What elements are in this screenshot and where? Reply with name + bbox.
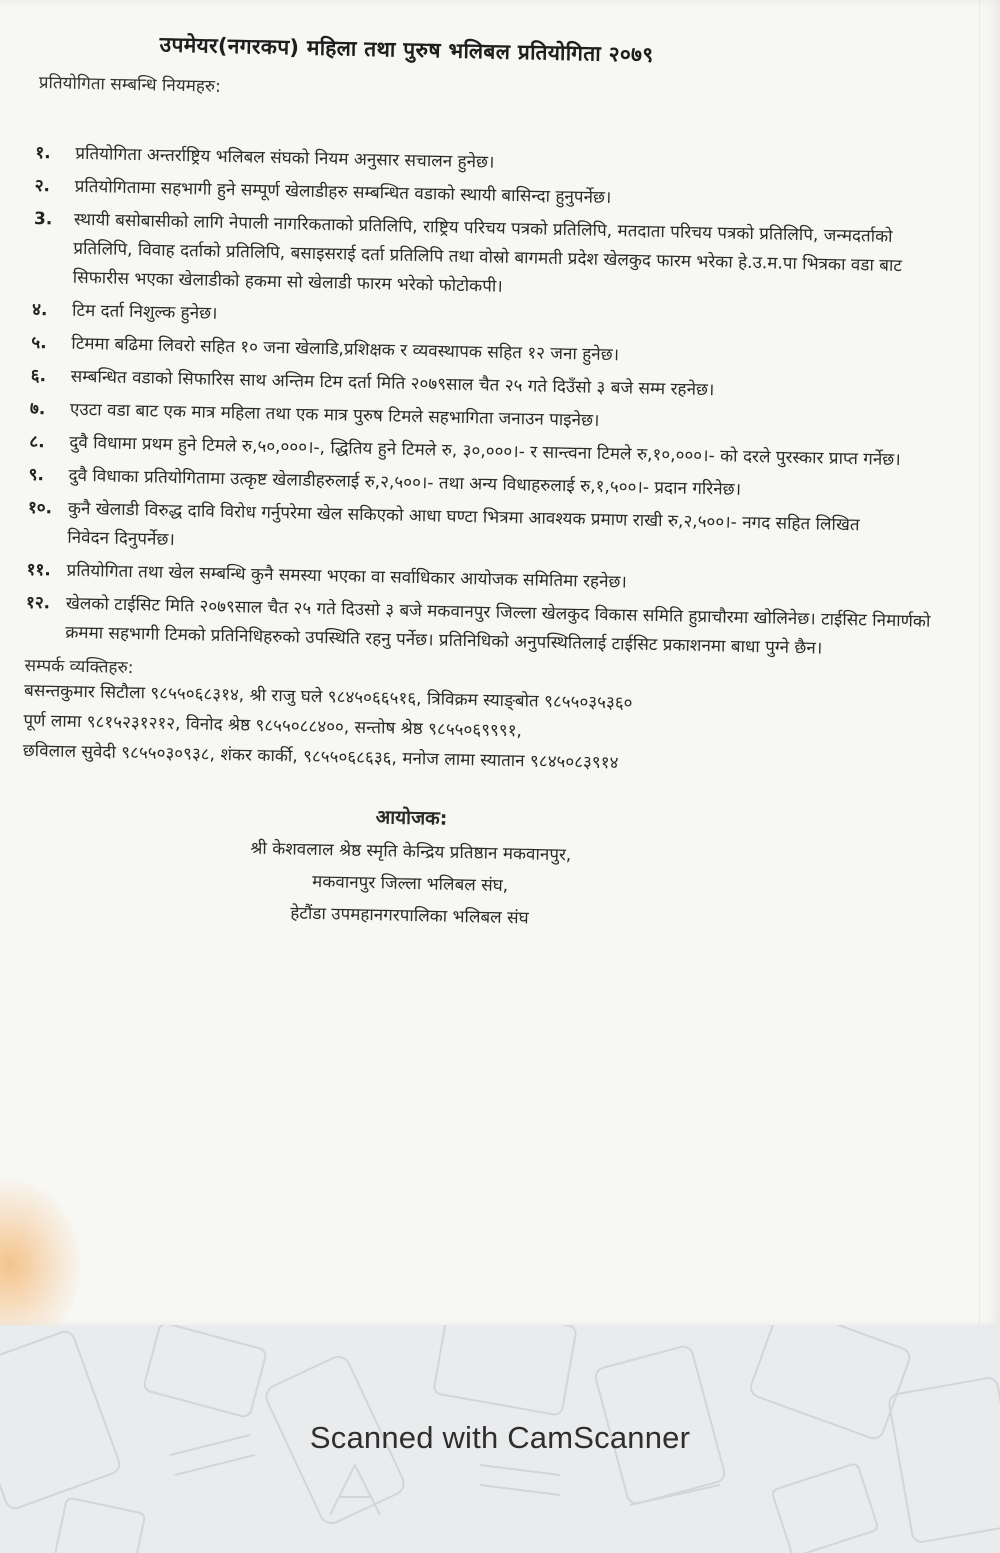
rule-text: प्रतियोगितामा सहभागी हुने सम्पूर्ण खेलाडीहरु सम्बन्धित वडाको स्थायी बासिन्दा हुनुपर्नेछ। xyxy=(74,176,612,209)
rule-text: एउटा वडा बाट एक मात्र महिला तथा एक मात्र पुरुष टिमले सहभागिता जनाउन पाइनेछ। xyxy=(69,399,600,431)
rule-number: १. xyxy=(35,142,51,164)
rule-number: ५. xyxy=(31,332,47,354)
rules-list xyxy=(25,139,940,666)
rule-text: दुवै विधाका प्रतियोगितामा उत्कृष्ट खेलाडीहरुलाई रु,२,५००।- तथा अन्य विधाहरुलाई रु,१,५००।- प्रदान गरिनेछ। xyxy=(68,465,742,500)
organizer-line: हेटौंडा उपमहानगरपालिका भलिबल संघ xyxy=(290,903,529,929)
rule-text: सम्बन्धित वडाको सिफारिस साथ अन्तिम टिम दर्ता मिति २०७९साल चैत २५ गते दिउँसो ३ बजे सम्म रहनेछ। xyxy=(70,366,715,401)
rule-text: प्रतियोगिता तथा खेल सम्बन्धि कुनै समस्या भएका वा सर्वाधिकार आयोजक समितिमा रहनेछ। xyxy=(66,560,628,593)
rule-number: २. xyxy=(34,175,51,197)
rule-item xyxy=(32,205,939,311)
rules-subtitle: प्रतियोगिता सम्बन्धि नियमहरु: xyxy=(38,73,222,97)
contacts-line: पूर्ण लामा ९८१५२३१२१२, विनोद श्रेष्ठ ९८५५०८८४००, सन्तोष श्रेष्ठ ९८५५०६९९९१, xyxy=(23,710,523,742)
scanner-footer xyxy=(0,1325,1000,1553)
rule-text: खेलको टाईसिट मिति २०७९साल चैत २५ गते दिउसो ३ बजे मकवानपुर जिल्ला खेलकुद विकास समिति हुप्राचौरमा खोलिनेछ। टाईसिट निमार्णको क्रममा सहभागी टिमको प्रतिनिधिहरुको उपस्थिति रहनु पर्नेछ। प्रतिनिधिको अनुपस्थितिलाई टाईसिट प्रकाशनमा बाधा पुग्ने छैन। xyxy=(65,593,931,659)
rule-number: ४. xyxy=(31,299,48,321)
rule-number: ७. xyxy=(29,398,46,420)
contacts-line: छविलाल सुवेदी ९८५५०३०९३८, शंकर कार्की, ९८५५०६८६३६, मनोज लामा स्यातान ९८४५०८३९१४ xyxy=(22,740,619,774)
rule-number: ६. xyxy=(30,365,47,387)
rule-text: कुनै खेलाडी विरुद्ध दावि विरोध गर्नुपरेमा खेल सकिएको आधा घण्टा भित्रमा आवश्यक प्रमाण राखी रु,२,५००।- नगद सहित लिखित निवेदन दिनुपर्नेछ। xyxy=(67,498,860,550)
document-title: उपमेयर(नगरकप) महिला तथा पुरुष भलिबल प्रतियोगिता २०७९ xyxy=(159,32,654,67)
rule-text: टिम दर्ता निशुल्क हुनेछ। xyxy=(71,300,218,324)
organizer-block xyxy=(19,796,802,940)
rule-number: ८. xyxy=(29,431,45,453)
contacts-list xyxy=(23,676,930,785)
rule-number: ११. xyxy=(26,559,51,581)
rule-text: दुवै विधामा प्रथम हुने टिमले रु,५०,०००।-, द्धितिय हुने टिमले रु, ३०,०००।- र सान्त्वना टिमले रु,१०,०००।- को दरले पुरस्कार प्राप्त गर्नेछ। xyxy=(69,432,901,471)
organizer-line: श्री केशवलाल श्रेष्ठ स्मृति केन्द्रिय प्रतिष्ठान मकवानपुर, xyxy=(250,838,572,866)
rule-number: १०. xyxy=(27,497,53,519)
contacts-heading: सम्पर्क व्यक्तिहरु: xyxy=(24,655,134,679)
document-body xyxy=(19,28,943,943)
rule-number: १२. xyxy=(25,592,51,614)
contacts-line: बसन्तकुमार सिटौला ९८५५०६८३१४, श्री राजु घले ९८४५०६६५१६, त्रिविक्रम स्याङ्बोत ९८५५०३५३६० xyxy=(23,680,633,714)
organizer-line: मकवानपुर जिल्ला भलिबल संघ, xyxy=(311,871,509,897)
rule-text: प्रतियोगिता अन्तर्राष्ट्रिय भलिबल संघको नियम अनुसार सचालन हुनेछ। xyxy=(75,143,495,173)
rule-text: टिममा बढिमा लिवरो सहित १० जना खेलाडि,प्रशिक्षक र व्यवस्थापक सहित १२ जना हुनेछ। xyxy=(71,333,620,366)
rule-number: 3. xyxy=(33,208,53,230)
rule-number: ९. xyxy=(28,464,45,486)
organizer-heading: आयोजक: xyxy=(375,806,448,830)
camscanner-brand-text: Scanned with CamScanner xyxy=(309,1420,691,1455)
rule-text: स्थायी बसोबासीको लागि नेपाली नागरिकताको प्रतिलिपि, राष्ट्रिय परिचय पत्रको प्रतिलिपि, मतदाता परिचय पत्रको प्रतिलिपि, जन्मदर्ताको प्रतिलिपि, विवाह दर्ताको प्रतिलिपि, बसाइसराई दर्ता प्रतिलिपि तथा वोस्रो बागमती प्रदेश खेलकुद फारम भरेका हे.उ.म.पा भित्रका वडा बाट सिफारीस भएका खेलाडीको हकमा सो खेलाडी फारम भरेको फोटोकपी। xyxy=(72,209,903,297)
